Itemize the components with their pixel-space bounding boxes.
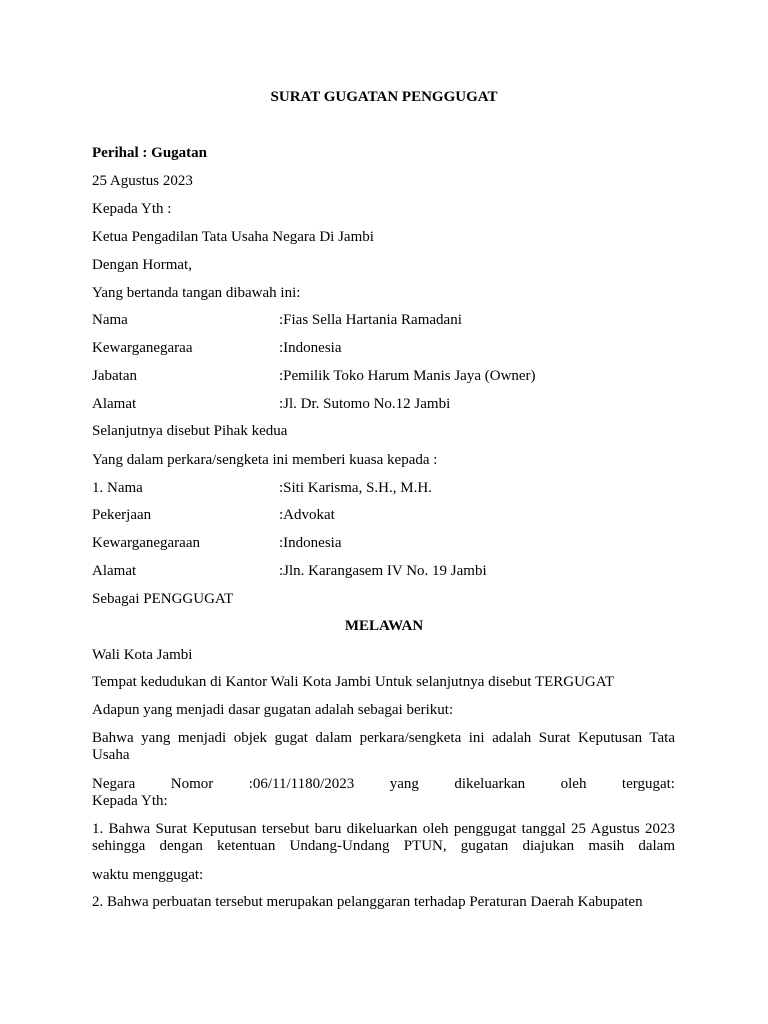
- field-value: :Jl. Dr. Sutomo No.12 Jambi: [279, 396, 451, 412]
- field-value: :Jln. Karangasem IV No. 19 Jambi: [279, 563, 487, 579]
- intro-line: Yang bertanda tangan dibawah ini:: [92, 285, 301, 301]
- dikeluarkan-word: dikeluarkan: [454, 776, 526, 792]
- basis-intro: Adapun yang menjadi dasar gugatan adalah sebagai berikut:: [92, 702, 454, 718]
- field-label: Kewarganegaraa: [92, 340, 193, 356]
- party1-note: Selanjutnya disebut Pihak kedua: [92, 423, 288, 439]
- field-value: :Indonesia: [279, 340, 342, 356]
- kuasa-intro: Yang dalam perkara/sengketa ini memberi kuasa kepada :: [92, 452, 438, 468]
- point-2: 2. Bahwa perbuatan tersebut merupakan pelanggaran terhadap Peraturan Daerah Kabupaten: [92, 894, 643, 910]
- field-label: Jabatan: [92, 368, 137, 384]
- party2-note: Sebagai PENGGUGAT: [92, 591, 234, 607]
- negara-line: [92, 775, 675, 793]
- field-value: :Pemilik Toko Harum Manis Jaya (Owner): [279, 368, 536, 384]
- yang-word: yang: [389, 776, 419, 792]
- field-label: 1. Nama: [92, 480, 143, 496]
- field-label: Pekerjaan: [92, 507, 152, 523]
- field-value: :Siti Karisma, S.H., M.H.: [279, 480, 432, 496]
- nomor-value: :06/11/1180/2023: [248, 776, 355, 792]
- field-label: Nama: [92, 312, 128, 328]
- salutation-line: Dengan Hormat,: [92, 257, 192, 273]
- nomor-word: Nomor: [170, 776, 214, 792]
- basis-paragraph: [92, 729, 675, 747]
- recipient-line: Ketua Pengadilan Tata Usaha Negara Di Jambi: [92, 229, 374, 245]
- defendant-line: Wali Kota Jambi: [92, 647, 193, 663]
- document-title: SURAT GUGATAN PENGGUGAT: [270, 89, 498, 105]
- field-label: Alamat: [92, 563, 137, 579]
- field-value: :Fias Sella Hartania Ramadani: [279, 312, 462, 328]
- basis-paragraph-end: Usaha: [92, 747, 130, 763]
- defendant-place: Tempat kedudukan di Kantor Wali Kota Jambi Untuk selanjutnya disebut TERGUGAT: [92, 674, 615, 690]
- basis-paragraph-text: Bahwa yang menjadi objek gugat dalam perkara/sengketa ini adalah Surat Keputusan Tata: [92, 730, 675, 746]
- field-value: :Indonesia: [279, 535, 342, 551]
- field-label: Alamat: [92, 396, 137, 412]
- point-1-continued: waktu menggugat:: [92, 867, 204, 883]
- field-label: Kewarganegaraan: [92, 535, 200, 551]
- melawan-heading: MELAWAN: [344, 618, 424, 634]
- kepada-line: Kepada Yth :: [92, 201, 172, 217]
- tergugat-word: tergugat:: [621, 776, 675, 792]
- date-line: 25 Agustus 2023: [92, 173, 193, 189]
- oleh-word: oleh: [560, 776, 587, 792]
- point-1: 1. Bahwa Surat Keputusan tersebut baru dikeluarkan oleh penggugat tanggal 25 Agustus 2023 sehingga dengan ketentuan Undang-Undang PTUN, gugatan diajukan masih dalam: [92, 821, 675, 854]
- perihal-line: Perihal : Gugatan: [92, 145, 207, 161]
- field-value: :Advokat: [279, 507, 335, 523]
- negara-line-2: Kepada Yth:: [92, 793, 168, 809]
- negara-word: Negara: [92, 776, 136, 792]
